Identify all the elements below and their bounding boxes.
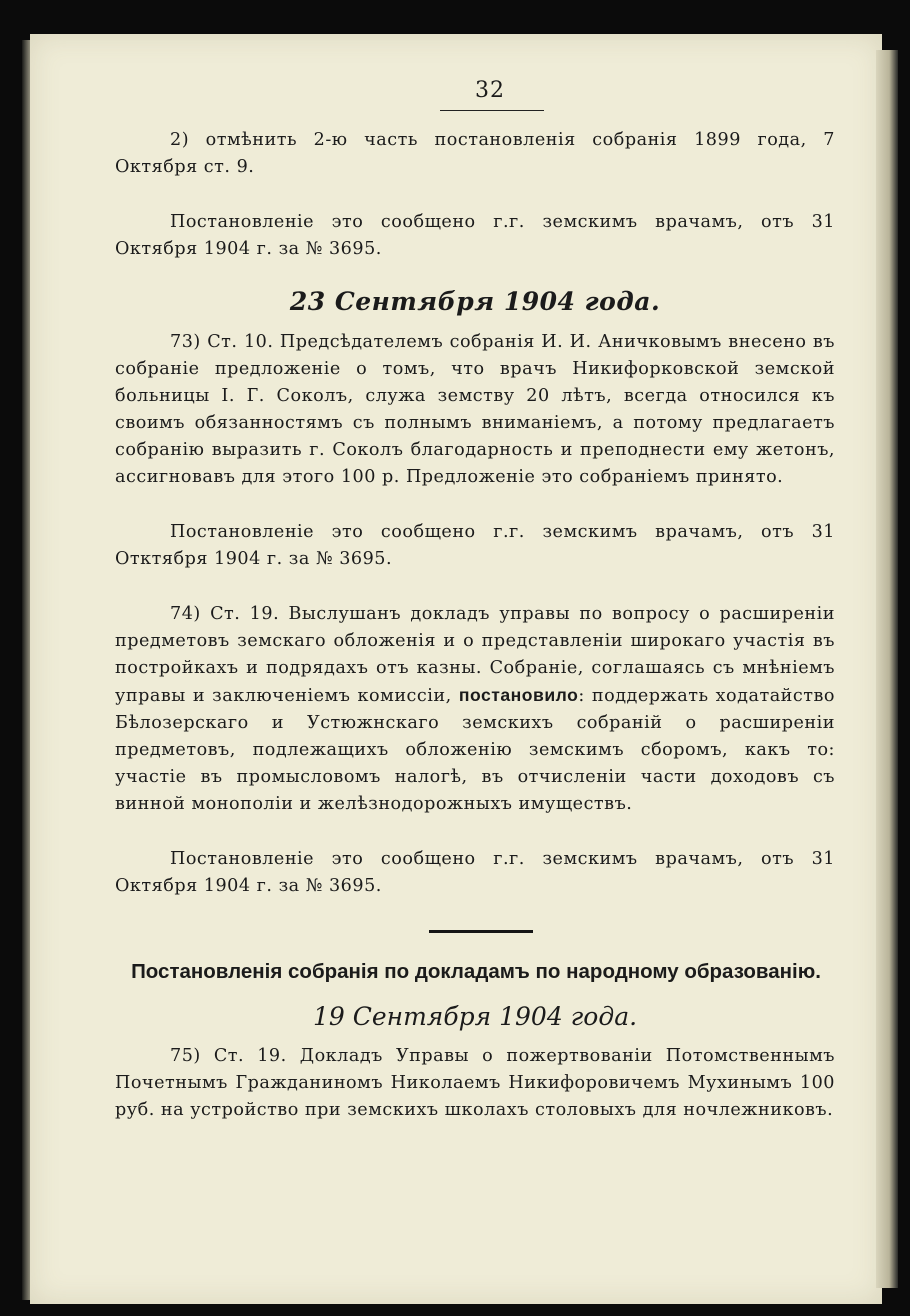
paragraph-item-74 xyxy=(115,601,835,818)
date-heading-19-sept: 19 Сентября 1904 года. xyxy=(312,1002,638,1031)
date-heading-23-sept: 23 Сентября 1904 года. xyxy=(289,287,661,316)
section-title: Постановленія собранія по докладамъ по народному образованію. xyxy=(131,960,821,983)
paragraph-item-74-tail: : поддержать ходатайство Бѣлозерскаго и Устюжнскаго земскихъ собраній о расширеніи предметовъ, подлежащихъ обложенію земскимъ сборомъ, какъ то: участіе въ промысловомъ налогѣ, въ отчисленіи части доходовъ съ винной монополіи и желѣзнодорожныхъ имуществъ. xyxy=(115,686,835,814)
paragraph-item-73: 73) Ст. 10. Предсѣдателемъ собранія И. И. Аничковымъ внесено въ собраніе предложеніе о томъ, что врачъ Никифорковской земской больницы I. Г. Соколъ, служа земству 20 лѣтъ, всегда относился къ своимъ обязанностямъ съ полнымъ вниманіемъ, а потому предлагаетъ собранію выразить г. Соколъ благодарность и преподнести ему жетонъ, ассигновавъ для этого 100 р. Предложеніе это собраніемъ принято. xyxy=(115,332,835,487)
page-number: 32 xyxy=(475,78,505,103)
resolved-keyword: постановило xyxy=(458,685,579,705)
paragraph-item-75: 75) Ст. 19. Докладъ Управы о пожертвованіи Потомственнымъ Почетнымъ Гражданиномъ Николаемъ Никифоровичемъ Мухинымъ 100 руб. на устройство при земскихъ школахъ столовыхъ для ночлежниковъ. xyxy=(115,1046,835,1120)
paragraph-notice-1: Постановленіе это сообщено г.г. земскимъ врачамъ, отъ 31 Октября 1904 г. за № 3695. xyxy=(115,212,835,259)
page-number-rule xyxy=(440,110,544,111)
paragraph-notice-2: Постановленіе это сообщено г.г. земскимъ врачамъ, отъ 31 Отктября 1904 г. за № 3695. xyxy=(115,522,835,569)
page-content xyxy=(115,78,835,1124)
section-divider xyxy=(429,930,533,933)
paragraph-item-2: 2) отмѣнить 2-ю часть постановленія собранія 1899 года, 7 Октября ст. 9. xyxy=(115,130,835,177)
paragraph-item-74-text: 74) Ст. 19. Выслушанъ докладъ управы по вопросу о расширеніи предметовъ земскаго обложенія и о представленіи широкаго участія въ постройкахъ и подрядахъ отъ казны. Собраніе, соглашаясь съ мнѣніемъ управы и заключеніемъ комиссіи, xyxy=(115,604,835,706)
paragraph-notice-3: Постановленіе это сообщено г.г. земскимъ врачамъ, отъ 31 Октября 1904 г. за № 3695. xyxy=(115,849,835,896)
page-right-edge xyxy=(876,50,898,1288)
